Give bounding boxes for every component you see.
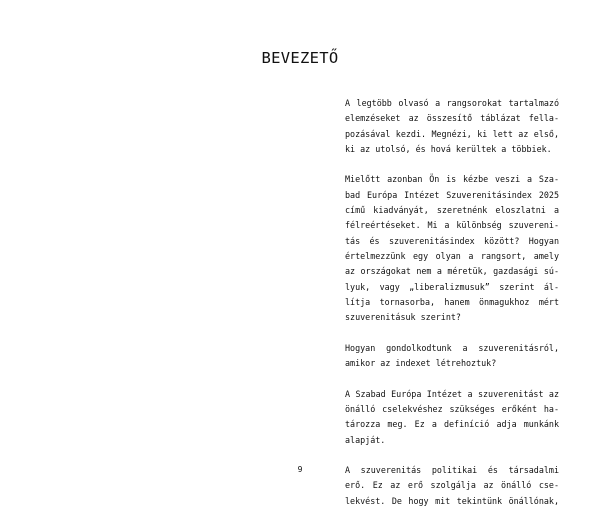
text-line: című kiadványát, szeretnénk eloszlatni a	[345, 205, 559, 216]
text-line: elemzéseket az összesítő táblázat fella-	[345, 113, 559, 124]
text-line: erő. Ez az erő szolgálja az önálló cse-	[345, 480, 559, 491]
text-line: lítja tornasorba, hanem önmagukhoz mért	[345, 296, 559, 307]
body-text	[345, 96, 559, 524]
text-line: ki az utolsó, és hová kerültek a többiek.	[345, 143, 552, 154]
text-line: tározza meg. Ez a definíció adja munkánk	[345, 419, 559, 430]
page-number: 9	[297, 465, 303, 474]
text-line: szuverenitásuk szerint?	[345, 312, 461, 323]
text-line: értelmezzünk egy olyan a rangsort, amely	[345, 250, 559, 261]
text-line: amikor az indexet létrehoztuk?	[345, 358, 497, 369]
text-line: tás és szuverenitásindex között? Hogyan	[345, 235, 559, 246]
text-line: bad Európa Intézet Szuverenitásindex 2025	[345, 189, 559, 200]
text-line: A legtöbb olvasó a rangsorokat tartalmazó	[345, 98, 559, 108]
text-line: A szuverenitás politikai és társadalmi	[345, 465, 559, 476]
text-line: Mielőtt azonban Ön is kézbe veszi a Sza-	[345, 174, 559, 185]
text-line: Hogyan gondolkodtunk a szuverenitásról,	[345, 342, 559, 353]
paragraph-2	[345, 172, 559, 325]
text-line: pozásával kezdi. Megnézi, ki lett az első,	[345, 128, 559, 139]
paragraph-3	[345, 341, 559, 372]
paragraph-1	[345, 96, 559, 157]
text-line: alapját.	[345, 434, 386, 445]
text-line: lyuk, vagy „liberalizmusuk” szerint ál-	[345, 281, 559, 292]
text-line: önálló cselekvéshez szükséges erőként ha-	[345, 403, 559, 414]
text-line: A Szabad Európa Intézet a szuverenitást az	[345, 388, 559, 399]
text-line: az országokat nem a méretük, gazdasági sú-	[345, 266, 559, 277]
paragraph-4	[345, 387, 559, 448]
text-line: lekvést. De hogy mit tekintünk önállónak,	[345, 495, 559, 506]
text-line: félreértéseket. Mi a különbség szuvereni-	[345, 220, 559, 231]
chapter-title: BEVEZETŐ	[261, 49, 339, 67]
